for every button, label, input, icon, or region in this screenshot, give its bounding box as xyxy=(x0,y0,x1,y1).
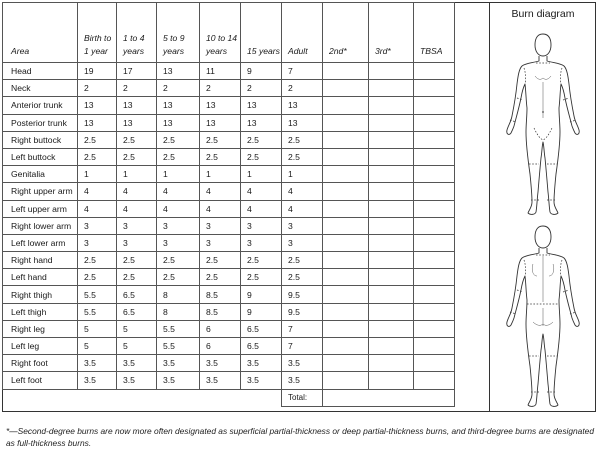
cell-3rd-input[interactable] xyxy=(369,338,414,355)
cell-1-to-4: 5 xyxy=(117,338,157,355)
cell-2nd-input[interactable] xyxy=(323,320,369,337)
cell-5-to-9: 2 xyxy=(157,80,200,97)
table-row xyxy=(3,372,455,389)
table-row xyxy=(3,131,455,148)
cell-5-to-9: 3.5 xyxy=(157,372,200,389)
cell-3rd-input[interactable] xyxy=(369,63,414,80)
cell-adult: 3 xyxy=(282,217,323,234)
cell-adult: 3 xyxy=(282,234,323,251)
cell-adult: 9.5 xyxy=(282,286,323,303)
cell-tbsa-input[interactable] xyxy=(414,355,455,372)
table-row xyxy=(3,355,455,372)
cell-adult: 3.5 xyxy=(282,355,323,372)
column-header-2nd: 2nd* xyxy=(323,3,369,63)
cell-10-to-14: 13 xyxy=(200,97,241,114)
column-header-tbsa: TBSA xyxy=(414,3,455,63)
cell-1-to-4: 2 xyxy=(117,80,157,97)
cell-3rd-input[interactable] xyxy=(369,372,414,389)
cell-area: Left lower arm xyxy=(3,234,78,251)
cell-adult: 1 xyxy=(282,166,323,183)
header-row xyxy=(3,3,455,63)
cell-1-to-4: 5 xyxy=(117,320,157,337)
cell-tbsa-input[interactable] xyxy=(414,338,455,355)
table-row xyxy=(3,183,455,200)
cell-5-to-9: 1 xyxy=(157,166,200,183)
cell-2nd-input[interactable] xyxy=(323,269,369,286)
column-header-15-years: 15 years xyxy=(241,3,282,63)
table-row xyxy=(3,148,455,165)
front-head-outline xyxy=(535,34,551,56)
cell-birth-to-1: 5 xyxy=(78,320,117,337)
cell-tbsa-input[interactable] xyxy=(414,372,455,389)
cell-3rd-input[interactable] xyxy=(369,286,414,303)
front-groin-line xyxy=(534,128,552,140)
column-header-area: Area xyxy=(3,3,78,63)
cell-2nd-input[interactable] xyxy=(323,80,369,97)
column-header-10-to-14: 10 to 14 years xyxy=(200,3,241,63)
table-row xyxy=(3,303,455,320)
cell-15-years: 6.5 xyxy=(241,320,282,337)
cell-birth-to-1: 19 xyxy=(78,63,117,80)
cell-1-to-4: 6.5 xyxy=(117,286,157,303)
cell-1-to-4: 3 xyxy=(117,234,157,251)
cell-birth-to-1: 2 xyxy=(78,80,117,97)
cell-2nd-input[interactable] xyxy=(323,252,369,269)
cell-2nd-input[interactable] xyxy=(323,148,369,165)
cell-15-years: 4 xyxy=(241,200,282,217)
cell-area: Right hand xyxy=(3,252,78,269)
cell-5-to-9: 8 xyxy=(157,286,200,303)
back-elbow-line-right xyxy=(563,290,569,292)
cell-15-years: 3.5 xyxy=(241,355,282,372)
cell-birth-to-1: 2.5 xyxy=(78,269,117,286)
column-header-1-to-4: 1 to 4 years xyxy=(117,3,157,63)
cell-10-to-14: 3.5 xyxy=(200,372,241,389)
cell-5-to-9: 3.5 xyxy=(157,355,200,372)
table-row xyxy=(3,286,455,303)
cell-tbsa-input[interactable] xyxy=(414,148,455,165)
cell-area: Left buttock xyxy=(3,148,78,165)
table-row xyxy=(3,320,455,337)
table-row xyxy=(3,217,455,234)
cell-1-to-4: 2.5 xyxy=(117,252,157,269)
cell-10-to-14: 2.5 xyxy=(200,131,241,148)
cell-2nd-input[interactable] xyxy=(323,114,369,131)
cell-3rd-input[interactable] xyxy=(369,200,414,217)
cell-5-to-9: 2.5 xyxy=(157,269,200,286)
cell-area: Left thigh xyxy=(3,303,78,320)
cell-1-to-4: 17 xyxy=(117,63,157,80)
cell-5-to-9: 3 xyxy=(157,217,200,234)
column-header-birth-to-1: Birth to 1 year xyxy=(78,3,117,63)
cell-10-to-14: 4 xyxy=(200,200,241,217)
cell-2nd-input[interactable] xyxy=(323,131,369,148)
cell-3rd-input[interactable] xyxy=(369,269,414,286)
cell-5-to-9: 5.5 xyxy=(157,320,200,337)
back-shoulder-line-left xyxy=(524,260,526,276)
cell-15-years: 9 xyxy=(241,63,282,80)
cell-tbsa-input[interactable] xyxy=(414,303,455,320)
cell-adult: 4 xyxy=(282,183,323,200)
back-head-outline xyxy=(535,226,551,248)
table-row xyxy=(3,97,455,114)
cell-10-to-14: 3 xyxy=(200,217,241,234)
column-header-5-to-9: 5 to 9 years xyxy=(157,3,200,63)
total-row xyxy=(3,389,455,406)
cell-15-years: 3.5 xyxy=(241,372,282,389)
cell-3rd-input[interactable] xyxy=(369,252,414,269)
cell-10-to-14: 2.5 xyxy=(200,269,241,286)
table-row xyxy=(3,80,455,97)
front-shoulder-line-left xyxy=(524,68,526,84)
cell-adult: 9.5 xyxy=(282,303,323,320)
cell-area: Right buttock xyxy=(3,131,78,148)
cell-10-to-14: 8.5 xyxy=(200,303,241,320)
front-elbow-line-right xyxy=(563,98,569,100)
cell-adult: 4 xyxy=(282,200,323,217)
table-row xyxy=(3,234,455,251)
cell-1-to-4: 4 xyxy=(117,183,157,200)
column-header-adult: Adult xyxy=(282,3,323,63)
cell-10-to-14: 2.5 xyxy=(200,252,241,269)
cell-adult: 2.5 xyxy=(282,252,323,269)
table-body xyxy=(3,63,455,407)
cell-2nd-input[interactable] xyxy=(323,200,369,217)
cell-2nd-input[interactable] xyxy=(323,183,369,200)
cell-area: Anterior trunk xyxy=(3,97,78,114)
total-label: Total: xyxy=(282,389,323,406)
cell-tbsa-input[interactable] xyxy=(414,320,455,337)
cell-tbsa-input[interactable] xyxy=(414,286,455,303)
cell-15-years: 2 xyxy=(241,80,282,97)
cell-15-years: 1 xyxy=(241,166,282,183)
cell-1-to-4: 3 xyxy=(117,217,157,234)
back-buttocks-detail xyxy=(533,308,553,326)
cell-1-to-4: 6.5 xyxy=(117,303,157,320)
cell-adult: 3.5 xyxy=(282,372,323,389)
column-header-3rd: 3rd* xyxy=(369,3,414,63)
back-body-figure xyxy=(499,222,587,410)
back-scapula-left xyxy=(532,264,537,276)
cell-tbsa-input[interactable] xyxy=(414,269,455,286)
cell-tbsa-input[interactable] xyxy=(414,234,455,251)
burn-diagram-title: Burn diagram xyxy=(511,8,575,20)
cell-birth-to-1: 5.5 xyxy=(78,286,117,303)
cell-area: Right upper arm xyxy=(3,183,78,200)
diagram-divider xyxy=(489,2,490,412)
cell-area: Left upper arm xyxy=(3,200,78,217)
cell-tbsa-input[interactable] xyxy=(414,252,455,269)
cell-area: Right leg xyxy=(3,320,78,337)
back-shoulder-line-right xyxy=(560,260,562,276)
cell-area: Right thigh xyxy=(3,286,78,303)
table-row xyxy=(3,114,455,131)
cell-2nd-input[interactable] xyxy=(323,166,369,183)
cell-1-to-4: 3.5 xyxy=(117,372,157,389)
cell-10-to-14: 2.5 xyxy=(200,148,241,165)
cell-area: Head xyxy=(3,63,78,80)
cell-birth-to-1: 2.5 xyxy=(78,252,117,269)
cell-birth-to-1: 13 xyxy=(78,114,117,131)
cell-15-years: 13 xyxy=(241,97,282,114)
table-row xyxy=(3,200,455,217)
cell-10-to-14: 1 xyxy=(200,166,241,183)
footnote: *—Second-degree burns are now more often designated as superficial partial-thickness or deep partial-thickness burns, and third-degree burns are designated as full-thickness burns. xyxy=(6,426,594,448)
cell-1-to-4: 2.5 xyxy=(117,269,157,286)
cell-15-years: 6.5 xyxy=(241,338,282,355)
cell-10-to-14: 2 xyxy=(200,80,241,97)
cell-15-years: 9 xyxy=(241,303,282,320)
cell-15-years: 9 xyxy=(241,286,282,303)
cell-birth-to-1: 3 xyxy=(78,217,117,234)
cell-area: Right foot xyxy=(3,355,78,372)
front-body-figure xyxy=(499,30,587,218)
cell-3rd-input[interactable] xyxy=(369,303,414,320)
cell-birth-to-1: 5 xyxy=(78,338,117,355)
cell-birth-to-1: 4 xyxy=(78,200,117,217)
cell-adult: 7 xyxy=(282,63,323,80)
cell-5-to-9: 13 xyxy=(157,97,200,114)
cell-area: Right lower arm xyxy=(3,217,78,234)
cell-15-years: 3 xyxy=(241,234,282,251)
cell-5-to-9: 4 xyxy=(157,183,200,200)
cell-2nd-input[interactable] xyxy=(323,286,369,303)
cell-2nd-input[interactable] xyxy=(323,355,369,372)
table-row xyxy=(3,338,455,355)
cell-2nd-input[interactable] xyxy=(323,217,369,234)
cell-1-to-4: 2.5 xyxy=(117,148,157,165)
table-row xyxy=(3,166,455,183)
cell-5-to-9: 2.5 xyxy=(157,131,200,148)
cell-adult: 7 xyxy=(282,320,323,337)
cell-5-to-9: 4 xyxy=(157,200,200,217)
cell-area: Neck xyxy=(3,80,78,97)
cell-tbsa-input[interactable] xyxy=(414,63,455,80)
cell-3rd-input[interactable] xyxy=(369,114,414,131)
cell-10-to-14: 6 xyxy=(200,320,241,337)
cell-5-to-9: 2.5 xyxy=(157,148,200,165)
cell-area: Left leg xyxy=(3,338,78,355)
cell-5-to-9: 3 xyxy=(157,234,200,251)
table-row xyxy=(3,269,455,286)
cell-15-years: 2.5 xyxy=(241,269,282,286)
cell-10-to-14: 3 xyxy=(200,234,241,251)
cell-10-to-14: 6 xyxy=(200,338,241,355)
cell-15-years: 4 xyxy=(241,183,282,200)
cell-5-to-9: 5.5 xyxy=(157,338,200,355)
cell-birth-to-1: 13 xyxy=(78,97,117,114)
cell-2nd-input[interactable] xyxy=(323,303,369,320)
cell-adult: 13 xyxy=(282,97,323,114)
cell-1-to-4: 3.5 xyxy=(117,355,157,372)
cell-2nd-input[interactable] xyxy=(323,372,369,389)
cell-2nd-input[interactable] xyxy=(323,63,369,80)
cell-area: Genitalia xyxy=(3,166,78,183)
table-row xyxy=(3,252,455,269)
cell-1-to-4: 4 xyxy=(117,200,157,217)
cell-birth-to-1: 2.5 xyxy=(78,148,117,165)
cell-1-to-4: 13 xyxy=(117,97,157,114)
cell-10-to-14: 8.5 xyxy=(200,286,241,303)
cell-3rd-input[interactable] xyxy=(369,80,414,97)
cell-adult: 2 xyxy=(282,80,323,97)
cell-tbsa-input[interactable] xyxy=(414,97,455,114)
cell-15-years: 3 xyxy=(241,217,282,234)
cell-tbsa-input[interactable] xyxy=(414,166,455,183)
cell-birth-to-1: 3.5 xyxy=(78,372,117,389)
front-shoulder-line-right xyxy=(560,68,562,84)
cell-10-to-14: 3.5 xyxy=(200,355,241,372)
cell-3rd-input[interactable] xyxy=(369,355,414,372)
cell-tbsa-input[interactable] xyxy=(414,131,455,148)
lund-browder-table xyxy=(2,2,455,407)
cell-5-to-9: 13 xyxy=(157,114,200,131)
cell-birth-to-1: 3.5 xyxy=(78,355,117,372)
cell-tbsa-input[interactable] xyxy=(414,200,455,217)
cell-1-to-4: 13 xyxy=(117,114,157,131)
cell-birth-to-1: 5.5 xyxy=(78,303,117,320)
cell-15-years: 2.5 xyxy=(241,148,282,165)
cell-3rd-input[interactable] xyxy=(369,131,414,148)
back-scapula-right xyxy=(549,264,554,276)
cell-adult: 7 xyxy=(282,338,323,355)
cell-5-to-9: 2.5 xyxy=(157,252,200,269)
cell-3rd-input[interactable] xyxy=(369,217,414,234)
cell-birth-to-1: 2.5 xyxy=(78,131,117,148)
cell-10-to-14: 4 xyxy=(200,183,241,200)
cell-birth-to-1: 1 xyxy=(78,166,117,183)
cell-1-to-4: 1 xyxy=(117,166,157,183)
cell-15-years: 13 xyxy=(241,114,282,131)
front-chest-detail xyxy=(535,76,551,79)
cell-5-to-9: 8 xyxy=(157,303,200,320)
cell-area: Posterior trunk xyxy=(3,114,78,131)
cell-15-years: 2.5 xyxy=(241,131,282,148)
cell-tbsa-input[interactable] xyxy=(414,217,455,234)
cell-3rd-input[interactable] xyxy=(369,320,414,337)
cell-15-years: 2.5 xyxy=(241,252,282,269)
cell-area: Left hand xyxy=(3,269,78,286)
cell-adult: 2.5 xyxy=(282,269,323,286)
cell-3rd-input[interactable] xyxy=(369,166,414,183)
cell-adult: 2.5 xyxy=(282,148,323,165)
cell-tbsa-input[interactable] xyxy=(414,183,455,200)
table-row xyxy=(3,63,455,80)
cell-birth-to-1: 4 xyxy=(78,183,117,200)
cell-birth-to-1: 3 xyxy=(78,234,117,251)
cell-2nd-input[interactable] xyxy=(323,338,369,355)
cell-5-to-9: 13 xyxy=(157,63,200,80)
cell-area: Left foot xyxy=(3,372,78,389)
cell-3rd-input[interactable] xyxy=(369,148,414,165)
cell-3rd-input[interactable] xyxy=(369,183,414,200)
cell-2nd-input[interactable] xyxy=(323,97,369,114)
cell-adult: 2.5 xyxy=(282,131,323,148)
cell-3rd-input[interactable] xyxy=(369,97,414,114)
cell-adult: 13 xyxy=(282,114,323,131)
cell-tbsa-input[interactable] xyxy=(414,114,455,131)
cell-2nd-input[interactable] xyxy=(323,234,369,251)
total-input-cell[interactable] xyxy=(323,389,455,406)
cell-1-to-4: 2.5 xyxy=(117,131,157,148)
back-elbow-line-left xyxy=(517,290,523,292)
cell-3rd-input[interactable] xyxy=(369,234,414,251)
cell-10-to-14: 13 xyxy=(200,114,241,131)
cell-tbsa-input[interactable] xyxy=(414,80,455,97)
front-elbow-line-left xyxy=(517,98,523,100)
front-body-outline xyxy=(507,56,579,214)
cell-10-to-14: 11 xyxy=(200,63,241,80)
